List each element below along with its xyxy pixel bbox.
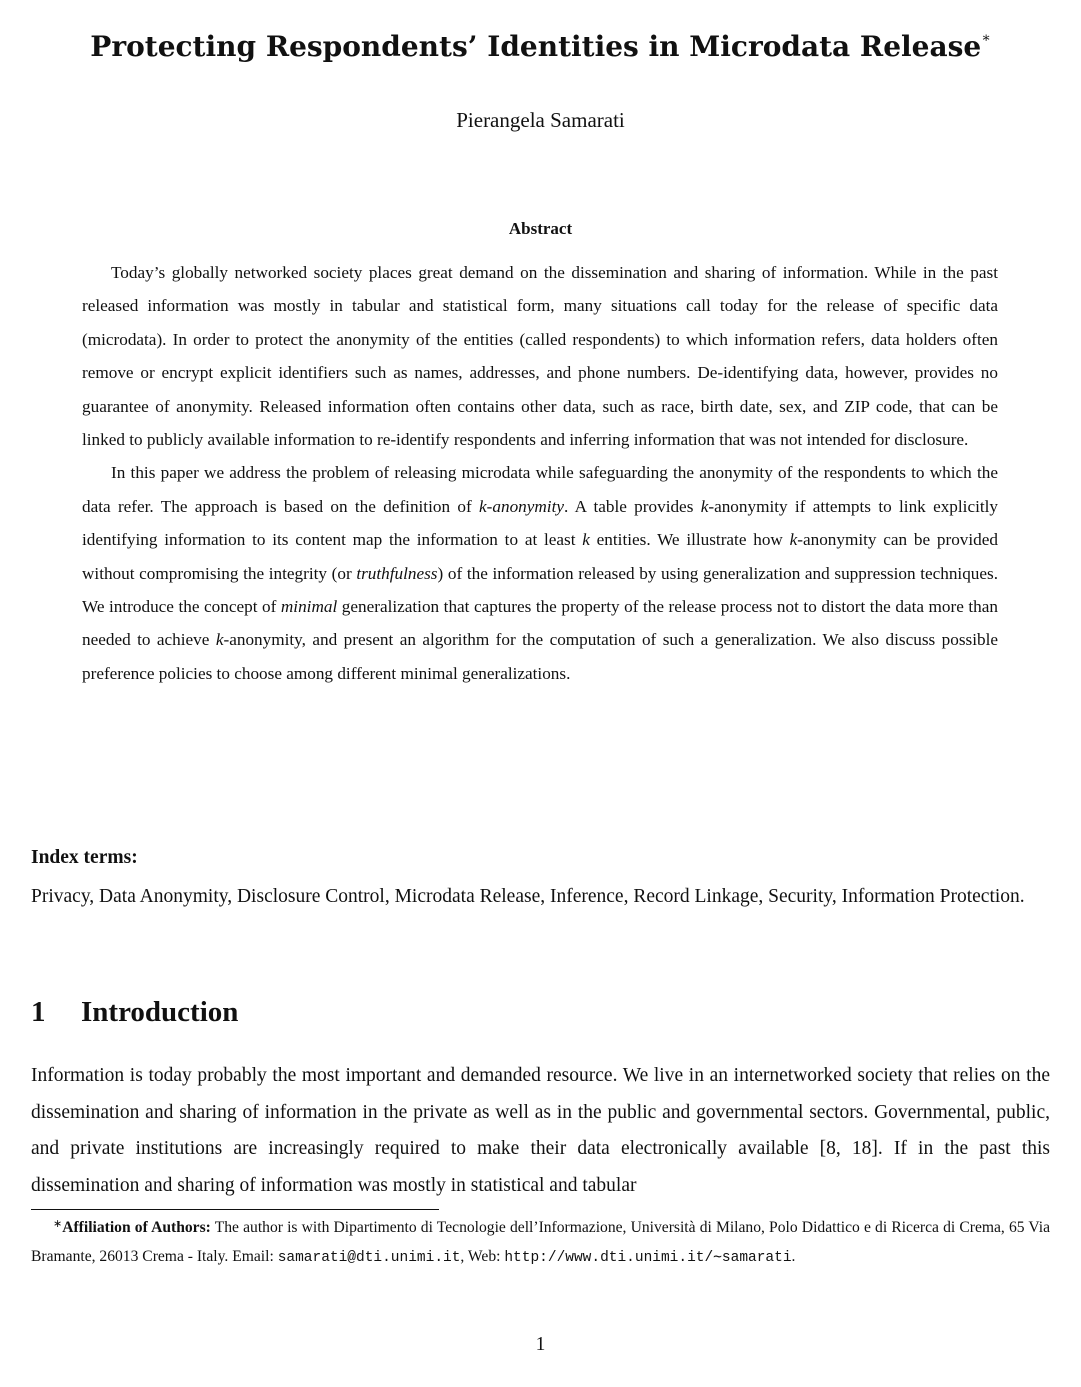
emphasis-k-anonymity: k-anonymity (479, 496, 564, 516)
author-name: Pierangela Samarati (456, 108, 625, 132)
index-terms-heading: Index terms: (31, 847, 138, 868)
section-title: Introduction (81, 996, 239, 1028)
section-number: 1 (31, 996, 46, 1028)
text-run: In this paper we address the problem of releasing microdata while safeguarding the anonymity of the respondents to which the data refer. The approach is based on the definition of (82, 463, 998, 516)
text-run: -anonymity if attempts to link explicitly identifying information to its content map the information to at least (82, 496, 999, 550)
title-footnote-mark: ∗ (981, 30, 991, 46)
footnote-web-label: , Web: (460, 1248, 505, 1265)
text-run: ) of the information released by using generalization and suppression techniques. We introduce the concept of (82, 563, 998, 617)
footnote-end: . (791, 1248, 796, 1265)
emphasis-minimal: minimal (280, 597, 338, 617)
footnote (31, 1210, 1050, 1273)
math-k: k (789, 530, 798, 550)
text-run: -anonymity can be provided without compromising the integrity (or (82, 530, 998, 583)
text-run: . A table provides (563, 496, 701, 516)
abstract-body (82, 256, 998, 690)
text-run: entities. We illustrate how (589, 530, 790, 550)
author-email: samarati@dti.unimi.it (277, 1250, 461, 1266)
emphasis-truthfulness: truthfulness (356, 563, 438, 583)
text-run: generalization that captures the property of the release process not to distort the data more than needed to achieve (82, 597, 998, 650)
abstract-heading: Abstract (508, 219, 573, 238)
math-k: k (582, 530, 590, 550)
abstract-paragraph-1: Today’s globally networked society places great demand on the dissemination and sharing of information. While in the past released information was mostly in tabular and statistical form, many situations call today for the release of specific data (microdata). In order to protect the anonymity of the entities (called respondents) to which information refers, data holders often remove or encrypt explicit identifiers such as names, addresses, and phone numbers. De-identifying data, however, provides no guarantee of anonymity. Released information often contains other data, such as race, birth date, sex, and ZIP code, that can be linked to publicly available information to re-identify respondents and inferring information that was not intended for disclosure. (82, 263, 998, 450)
math-k: k (215, 630, 224, 650)
section-heading (31, 996, 238, 1029)
index-terms-list: Privacy, Data Anonymity, Disclosure Control, Microdata Release, Inference, Record Linkage, Security, Information Protection. (31, 886, 1025, 907)
text-run: -anonymity, and present an algorithm for the computation of such a generalization. We also discuss possible preference policies to choose among different minimal generalizations. (82, 630, 998, 683)
footnote-label: Affiliation of Authors: (62, 1219, 211, 1236)
page-number: 1 (535, 1334, 546, 1355)
author-website: http://www.dti.unimi.it/∼samarati (504, 1250, 792, 1266)
math-k: k (700, 496, 709, 516)
footnote-mark: ∗ (53, 1218, 63, 1230)
paper-title (0, 30, 1081, 63)
abstract-paragraph-2 (82, 456, 998, 690)
title-text: Protecting Respondents’ Identities in Microdata Release (90, 30, 982, 63)
introduction-paragraph: Information is today probably the most important and demanded resource. We live in an internetworked society that relies on the dissemination and sharing of information in the private as well as in the public and governmental sectors. Governmental, public, and private institutions are increasingly required to make their data electronically available [8, 18]. If in the past this dissemination and sharing of information was mostly in statistical and tabular (31, 1065, 1050, 1196)
footnote-text: The author is with Dipartimento di Tecnologie dell’Informazione, Università di Milano, Polo Didattico e di Ricerca di Crema, 65 Via Bramante, 26013 Crema - Italy. Email: (31, 1219, 1050, 1265)
